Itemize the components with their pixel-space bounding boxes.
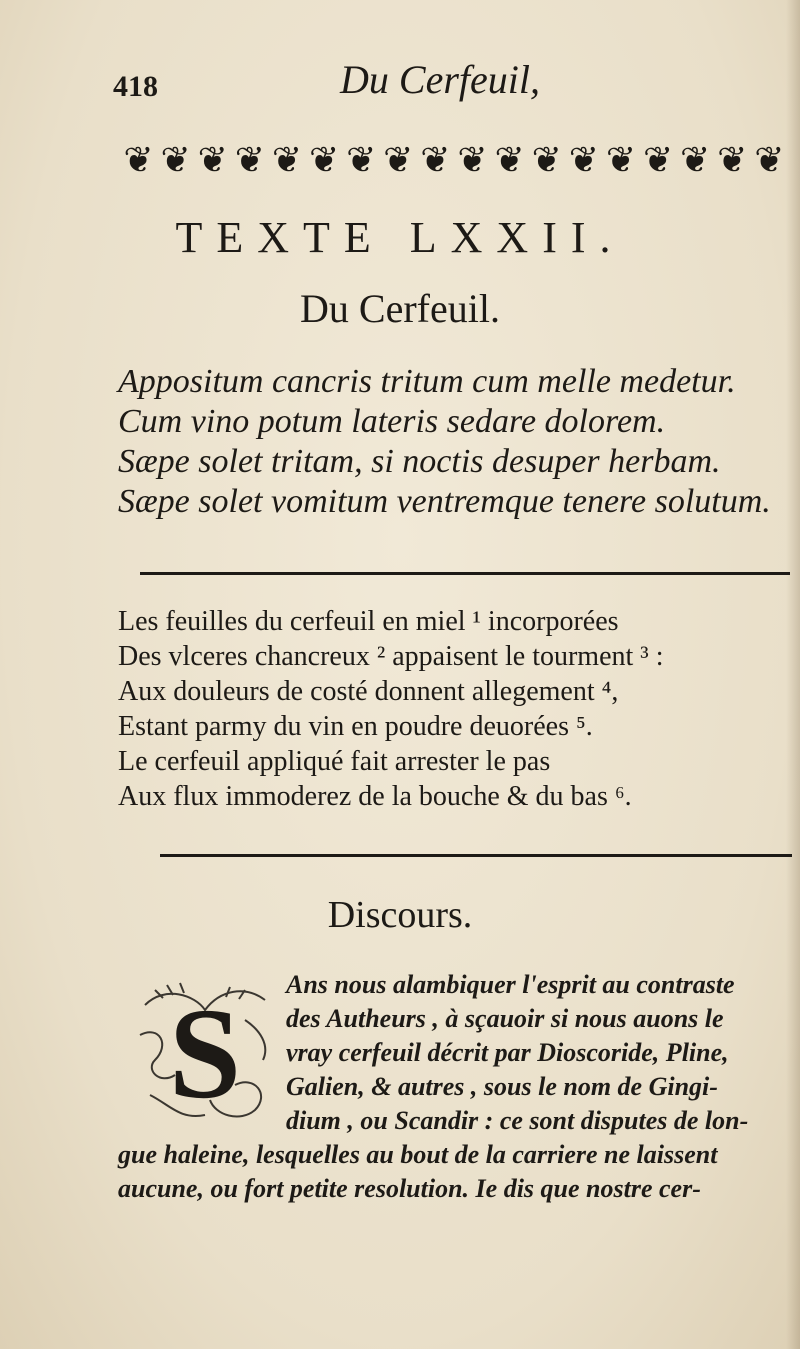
fleuron-icon: ❦ [308, 140, 340, 180]
fleuron-icon: ❦ [271, 140, 303, 180]
page-number: 418 [113, 70, 158, 103]
french-verse-line: Des vlceres chancreux ² appaisent le tourment ³ : [118, 641, 664, 672]
section-subheading: Du Cerfeuil. [300, 286, 500, 331]
fleuron-icon: ❦ [234, 140, 265, 180]
french-verse-line: Le cerfeuil appliqué fait arrester le pas [118, 746, 551, 777]
latin-verse-line: Sæpe solet tritam, si noctis desuper herbam. [118, 443, 721, 480]
fleuron-icon: ❦ [642, 140, 674, 180]
discours-title: Discours. [327, 894, 473, 936]
fleuron-icon: ❦ [531, 140, 562, 180]
latin-verse-line: Cum vino potum lateris sedare dolorem. [118, 403, 666, 440]
discours-line: aucune, ou fort petite resolution. Ie dis que nostre cer- [118, 1174, 701, 1203]
fleuron-icon: ❦ [346, 140, 377, 180]
latin-verse-line: Sæpe solet vomitum ventremque tenere solutum. [118, 483, 771, 520]
french-verse-line: Les feuilles du cerfeuil en miel ¹ incorporées [118, 606, 619, 637]
fleuron-ornament-band [120, 135, 788, 185]
fleuron-icon: ❦ [457, 140, 488, 180]
discours-line: gue haleine, lesquelles au bout de la carriere ne laissent [118, 1140, 718, 1169]
fleuron-icon: ❦ [494, 140, 525, 180]
latin-verses [118, 362, 798, 522]
discours-body [118, 968, 798, 1206]
fleuron-icon: ❦ [680, 140, 711, 180]
french-verse-line: Estant parmy du vin en poudre deuorées ⁵. [118, 711, 593, 742]
fleuron-icon: ❦ [123, 140, 154, 180]
fleuron-icon: ❦ [420, 140, 451, 180]
fleuron-icon: ❦ [383, 140, 414, 180]
discours-line: vray cerfeuil décrit par Dioscoride, Pline, [286, 1038, 729, 1067]
fleuron-icon: ❦ [197, 140, 228, 180]
running-title: Du Cerfeuil, [340, 57, 540, 102]
discours-line: Ans nous alambiquer l'esprit au contraste [286, 970, 735, 999]
fleuron-icon: ❦ [717, 140, 748, 180]
divider-rule [160, 854, 792, 857]
section-heading: TEXTE LXXII. [175, 213, 625, 262]
latin-verse-line: Appositum cancris tritum cum melle medetur. [118, 363, 736, 400]
fleuron-icon: ❦ [754, 140, 785, 180]
french-verse-line: Aux douleurs de costé donnent allegement ⁴, [118, 676, 619, 707]
french-verse-line: Aux flux immoderez de la bouche & du bas ⁶. [118, 781, 632, 812]
dropcap-letter: S [168, 982, 242, 1125]
fleuron-icon: ❦ [605, 140, 636, 180]
french-verses [118, 604, 798, 814]
discours-line: Galien, & autres , sous le nom de Gingi- [286, 1072, 718, 1101]
divider-rule [140, 572, 790, 575]
fleuron-icon: ❦ [160, 140, 191, 180]
discours-line: dium , ou Scandir : ce sont disputes de lon- [286, 1106, 749, 1135]
discours-line: des Autheurs , à sçauoir si nous auons le [286, 1004, 724, 1033]
running-head [0, 42, 800, 102]
fleuron-icon: ❦ [568, 140, 599, 180]
